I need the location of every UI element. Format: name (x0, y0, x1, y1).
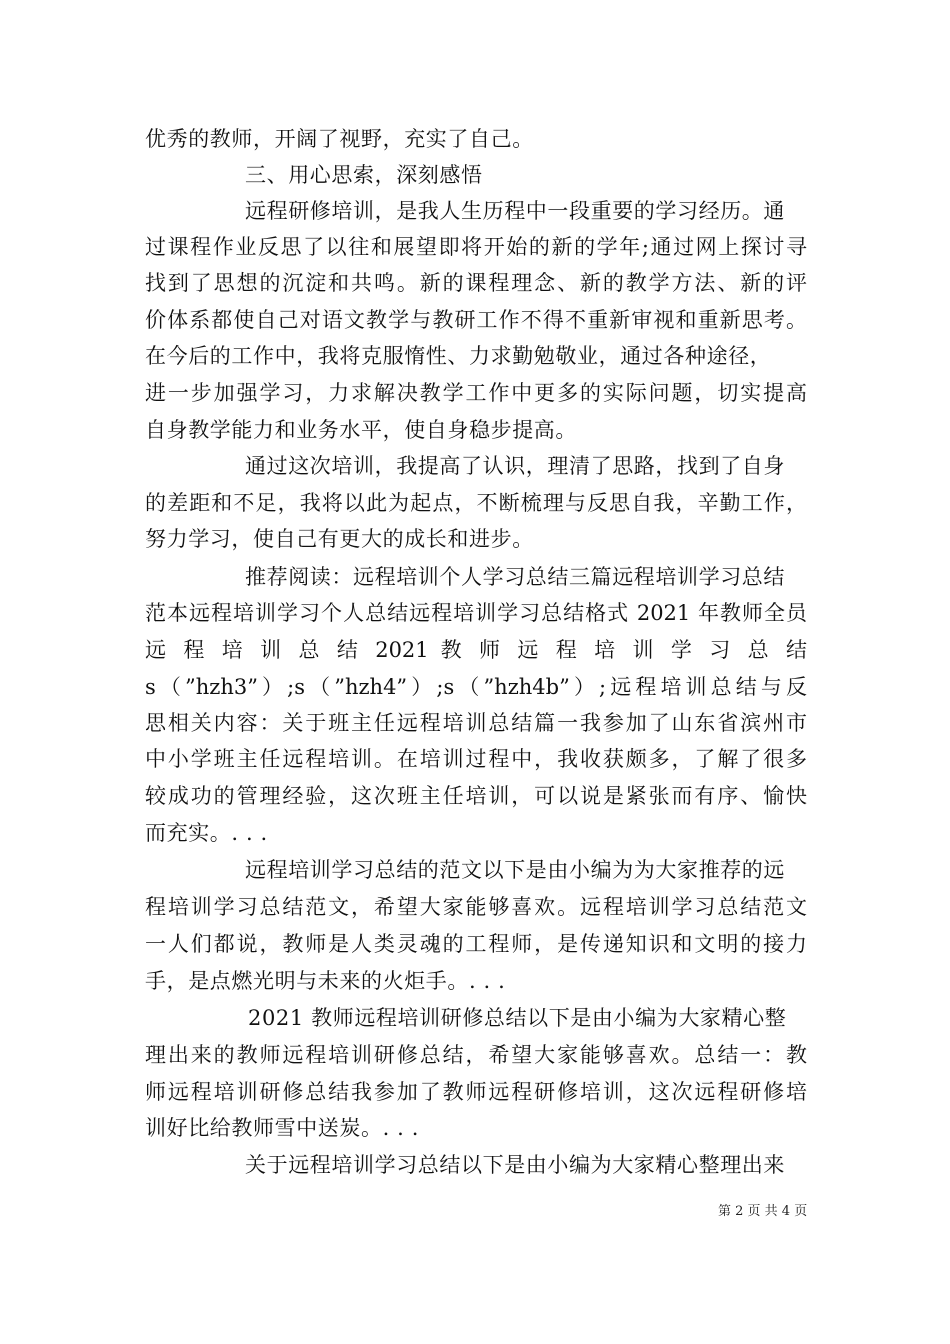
text-line: 一人们都说，教师是人类灵魂的工程师，是传递知识和文明的接力 (145, 932, 807, 956)
text-line: 关于远程培训学习总结以下是由小编为大家精心整理出来 (245, 1153, 785, 1177)
text-line: 的差距和不足，我将以此为起点，不断梳理与反思自我，辛勤工作， (145, 491, 807, 515)
text-line: 找到了思想的沉淀和共鸣。新的课程理念、新的教学方法、新的评 (145, 271, 807, 295)
text-line: 训好比给教师雪中送炭。. . . (145, 1116, 419, 1140)
page-indicator: 第 2 页 共 4 页 (718, 1204, 808, 1219)
text-line: 远程培训学习总结的范文以下是由小编为为大家推荐的远 (245, 858, 785, 882)
text-line: 过课程作业反思了以往和展望即将开始的新的学年;通过网上探讨寻 (145, 235, 807, 259)
text-line: 中小学班主任远程培训。在培训过程中，我收获颇多，了解了很多 (145, 747, 807, 771)
text-line: 而充实。. . . (145, 821, 268, 845)
text-line: 理出来的教师远程培训研修总结，希望大家能够喜欢。总结一：教 (145, 1043, 807, 1067)
text-line: 2021 教师远程培训研修总结以下是由小编为大家精心整 (248, 1006, 787, 1030)
section-heading: 三、用心思索，深刻感悟 (245, 163, 483, 187)
text-line: 师远程培训研修总结我参加了教师远程研修培训，这次远程研修培 (145, 1080, 807, 1104)
text-line: 较成功的管理经验，这次班主任培训，可以说是紧张而有序、愉快 (145, 784, 807, 808)
text-line: 在今后的工作中，我将克服惰性、力求勤勉敬业，通过各种途径， (145, 344, 772, 368)
text-line: 通过这次培训，我提高了认识，理清了思路，找到了自身 (245, 454, 785, 478)
text-line: 优秀的教师，开阔了视野，充实了自己。 (145, 127, 534, 151)
text-line: 思相关内容：关于班主任远程培训总结篇一我参加了山东省滨州市 (145, 711, 807, 735)
text-line: 进一步加强学习，力求解决教学工作中更多的实际问题，切实提高 (145, 381, 807, 405)
text-line: 程培训学习总结范文，希望大家能够喜欢。远程培训学习总结范文 (145, 895, 807, 919)
text-line: 远 程 培 训 总 结 2021 教 师 远 程 培 训 学 习 总 结 (145, 638, 807, 662)
text-line: 努力学习，使自己有更大的成长和进步。 (145, 527, 534, 551)
text-line: 远程研修培训，是我人生历程中一段重要的学习经历。通 (245, 199, 785, 223)
text-line: 手，是点燃光明与未来的火炬手。. . . (145, 969, 506, 993)
text-line: s（”hzh3”）;s（”hzh4”）;s（”hzh4b”）;远程培训总结与反 (145, 675, 807, 699)
text-line: 范本远程培训学习个人总结远程培训学习总结格式 2021 年教师全员 (145, 601, 807, 625)
text-line: 自身教学能力和业务水平，使自身稳步提高。 (145, 418, 577, 442)
text-line: 价体系都使自己对语文教学与教研工作不得不重新审视和重新思考。 (145, 308, 807, 332)
text-line: 推荐阅读：远程培训个人学习总结三篇远程培训学习总结 (245, 565, 785, 589)
